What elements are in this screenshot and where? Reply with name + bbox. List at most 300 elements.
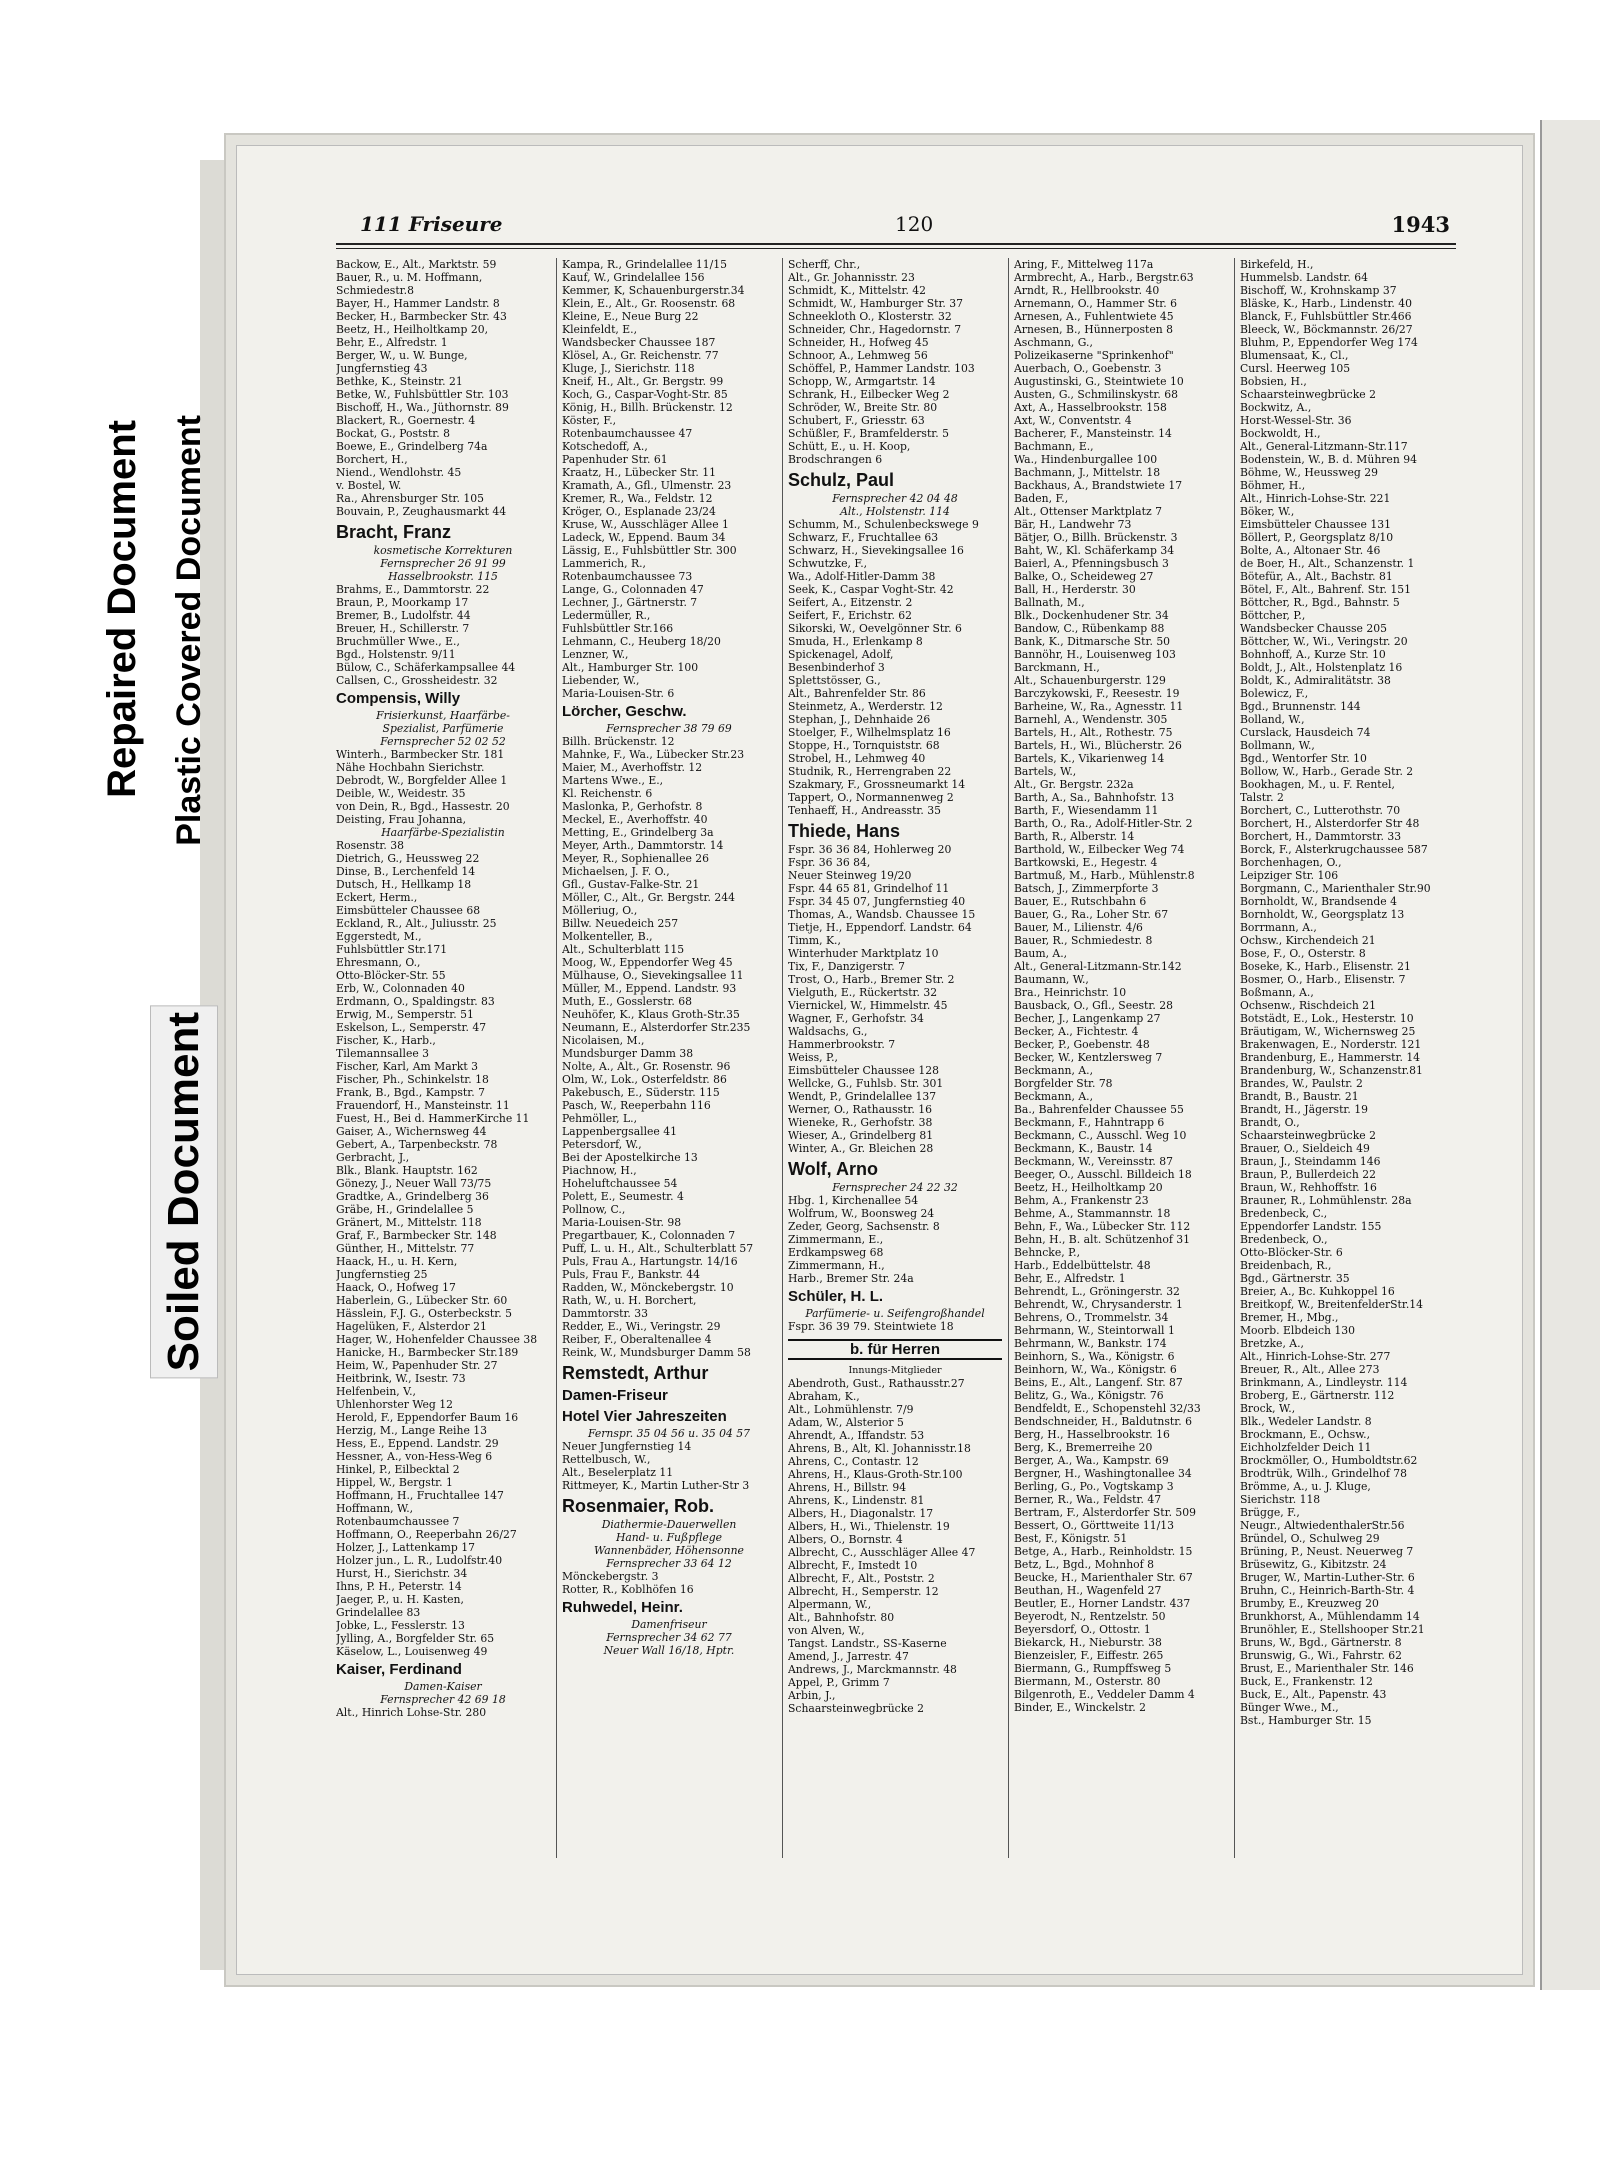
directory-entry: Rotter, R., Koblhöfen 16: [562, 1583, 694, 1596]
directory-entry: Hinkel, P., Eilbecktal 2: [336, 1463, 460, 1476]
directory-entry: Braun, P., Moorkamp 17: [336, 596, 469, 609]
directory-entry: Erdkampsweg 68: [788, 1246, 884, 1259]
directory-entry: Pollnow, C.,: [562, 1203, 626, 1216]
directory-entry: Bötel, F., Alt., Bahrenf. Str. 151: [1240, 583, 1411, 596]
directory-entry: Amend, J., Jarrestr. 47: [788, 1650, 909, 1663]
directory-entry: Bartels, H., Alt., Rothestr. 75: [1014, 726, 1173, 739]
directory-entry: Michaelsen, J. F. O.,: [562, 865, 670, 878]
directory-entry: Gräbe, H., Grindelallee 5: [336, 1203, 474, 1216]
directory-entry: Appel, P., Grimm 7: [788, 1676, 890, 1689]
directory-entry: Arnesen, A., Fuhlentwiete 45: [1014, 310, 1174, 323]
directory-entry: Wendt, P., Grindelallee 137: [788, 1090, 937, 1103]
directory-entry: Bose, F., O., Osterstr. 8: [1240, 947, 1366, 960]
directory-entry: Zeder, Georg, Sachsenstr. 8: [788, 1220, 940, 1233]
directory-entry: Redder, E., Wi., Veringstr. 29: [562, 1320, 721, 1333]
directory-entry: Barnehl, A., Wendenstr. 305: [1014, 713, 1168, 726]
next-page-edge: [1540, 120, 1600, 1990]
directory-entry: Steinmetz, A., Werderstr. 12: [788, 700, 943, 713]
directory-entry: Bookhagen, M., u. F. Rentel,: [1240, 778, 1395, 791]
directory-entry: Brinkmann, A., Lindleystr. 114: [1240, 1376, 1408, 1389]
directory-entry: Nolte, A., Alt., Gr. Rosenstr. 96: [562, 1060, 731, 1073]
business-name: Damen-Friseur: [562, 1387, 668, 1404]
directory-entry: Bruger, W., Martin-Luther-Str. 6: [1240, 1571, 1415, 1584]
directory-entry: Köster, F.,: [562, 414, 617, 427]
directory-entry: Brust, E., Marienthaler Str. 146: [1240, 1662, 1414, 1675]
directory-entry: Brockmann, E., Ochsw.,: [1240, 1428, 1371, 1441]
directory-entry: Neumann, E., Alsterdorfer Str.235: [562, 1021, 751, 1034]
directory-entry: Tietje, H., Eppendorf. Landstr. 64: [788, 921, 972, 934]
directory-entry: Boßmann, A.,: [1240, 986, 1314, 999]
directory-entry: Lenzner, W.,: [562, 648, 629, 661]
directory-entry: Fernsprecher 34 62 77: [606, 1631, 732, 1644]
directory-entry: Berger, A., Wa., Kampstr. 69: [1014, 1454, 1169, 1467]
directory-entry: Hand- u. Fußpflege: [615, 1531, 723, 1544]
directory-entry: Behncke, P.,: [1014, 1246, 1081, 1259]
directory-entry: Boseke, K., Harb., Elisenstr. 21: [1240, 960, 1411, 973]
directory-entry: Stoppe, H., Tornquiststr. 68: [788, 739, 940, 752]
business-name: Wolf, Arno: [788, 1159, 878, 1179]
directory-entry: Eckert, Herm.,: [336, 891, 418, 904]
directory-entry: Broberg, E., Gärtnerstr. 112: [1240, 1389, 1395, 1402]
directory-entry: Schneider, H., Hofweg 45: [788, 336, 929, 349]
directory-entry: Bannöhr, H., Louisenweg 103: [1014, 648, 1176, 661]
directory-entry: Brockmöller, O., Humboldtstr.62: [1240, 1454, 1418, 1467]
directory-entry: Albrecht, H., Semperstr. 12: [788, 1585, 939, 1598]
directory-entry: Haarfärbe-Spezialistin: [381, 826, 505, 839]
directory-entry: Holzer jun., L. R., Ludolfstr.40: [336, 1554, 503, 1567]
directory-entry: Bläske, K., Harb., Lindenstr. 40: [1240, 297, 1413, 310]
directory-entry: Parfümerie- u. Seifengroßhandel: [805, 1307, 985, 1320]
directory-entry: Fernsprecher 24 22 32: [832, 1181, 958, 1194]
directory-entry: Schaarsteinwegbrücke 2: [788, 1702, 924, 1715]
directory-entry: Kneif, H., Alt., Gr. Bergstr. 99: [562, 375, 724, 388]
directory-entry: Studnik, R., Herrengraben 22: [788, 765, 952, 778]
business-name: Bracht, Franz: [336, 522, 452, 542]
directory-entry: Herold, F., Eppendorfer Baum 16: [336, 1411, 519, 1424]
directory-entry: Tappert, O., Normannenweg 2: [788, 791, 954, 804]
directory-entry: Belitz, G., Wa., Königstr. 76: [1014, 1389, 1164, 1402]
directory-entry: Piachnow, H.,: [562, 1164, 637, 1177]
directory-entry: Barth, A., Sa., Bahnhofstr. 13: [1014, 791, 1175, 804]
directory-entry: Scherff, Chr.,: [788, 258, 861, 271]
directory-entry: Betge, A., Harb., Reinholdstr. 15: [1014, 1545, 1193, 1558]
directory-entry: Behrendt, L., Gröningerstr. 32: [1014, 1285, 1180, 1298]
directory-entry: Bollow, W., Harb., Gerade Str. 2: [1240, 765, 1414, 778]
directory-entry: Albers, O., Bornstr. 4: [788, 1533, 903, 1546]
directory-entry: Borrmann, A.,: [1240, 921, 1317, 934]
directory-entry: Moog, W., Eppendorfer Weg 45: [562, 956, 733, 969]
directory-entry: Beeger, O., Ausschl. Billdeich 18: [1014, 1168, 1192, 1181]
directory-entry: Fspr. 36 36 84, Hohlerweg 20: [788, 843, 952, 856]
directory-entry: Axt, A., Hasselbrookstr. 158: [1014, 401, 1167, 414]
directory-entry: Puff, L. u. H., Alt., Schulterblatt 57: [562, 1242, 754, 1255]
directory-entry: Breidenbach, R.,: [1240, 1259, 1332, 1272]
directory-entry: Biekarck, H., Nieburstr. 38: [1014, 1636, 1162, 1649]
directory-entry: Kemmer, K, Schauenburgerstr.34: [562, 284, 745, 297]
directory-entry: Bachmann, J., Mittelstr. 18: [1014, 466, 1161, 479]
directory-entry: Berg, K., Bremerreihe 20: [1014, 1441, 1153, 1454]
directory-entry: Bouvain, P., Zeughausmarkt 44: [336, 505, 507, 518]
directory-entry: Blk., Blank. Hauptstr. 162: [336, 1164, 478, 1177]
directory-entry: Gerbracht, J.,: [336, 1151, 410, 1164]
directory-entry: Martens Wwe., E.,: [562, 774, 664, 787]
directory-entry: Radden, W., Mönckebergstr. 10: [562, 1281, 734, 1294]
page-header: [360, 212, 1450, 242]
directory-entry: Pregartbauer, K., Colonnaden 7: [562, 1229, 736, 1242]
directory-entry: Berner, R., Wa., Feldstr. 47: [1014, 1493, 1162, 1506]
directory-entry: Bartels, K., Vikarienweg 14: [1014, 752, 1165, 765]
directory-entry: Bauer, M., Lilienstr. 4/6: [1014, 921, 1143, 934]
directory-entry: Betz, L., Bgd., Mohnhof 8: [1014, 1558, 1154, 1571]
directory-entry: Muth, E., Gosslerstr. 68: [562, 995, 693, 1008]
directory-entry: Puls, Frau F., Bankstr. 44: [562, 1268, 700, 1281]
directory-entry: Bgd., Gärtnerstr. 35: [1240, 1272, 1350, 1285]
directory-entry: Callsen, C., Grossheidestr. 32: [336, 674, 498, 687]
business-name: Schulz, Paul: [788, 470, 895, 490]
directory-entry: Thomas, A., Wandsb. Chaussee 15: [788, 908, 976, 921]
directory-entry: Kremer, R., Wa., Feldstr. 12: [562, 492, 713, 505]
directory-entry: Alt., Hinrich Lohse-Str. 280: [336, 1706, 487, 1719]
directory-entry: Lechner, J., Gärtnerstr. 7: [562, 596, 698, 609]
directory-entry: Seifert, A., Eitzenstr. 2: [788, 596, 913, 609]
directory-entry: Andrews, J., Marckmannstr. 48: [788, 1663, 957, 1676]
directory-entry: Heim, W., Papenhuder Str. 27: [336, 1359, 498, 1372]
business-name: Ruhwedel, Heinr.: [562, 1599, 683, 1616]
directory-entry: Spezialist, Parfümerie: [382, 722, 504, 735]
directory-entry: Dinse, B., Lerchenfeld 14: [336, 865, 476, 878]
directory-entry: Bank, K., Ditmarsche Str. 50: [1014, 635, 1171, 648]
directory-entry: Wolfrum, W., Boonsweg 24: [788, 1207, 935, 1220]
directory-entry: Winter, A., Gr. Bleichen 28: [788, 1142, 934, 1155]
directory-entry: Ahrens, H., Billstr. 94: [788, 1481, 907, 1494]
directory-entry: Bertram, F., Alsterdorfer Str. 509: [1014, 1506, 1197, 1519]
directory-entry: Moorb. Elbdeich 130: [1240, 1324, 1356, 1337]
directory-entry: Alt., Bahrenfelder Str. 86: [788, 687, 926, 700]
directory-entry: Innungs-Mitglieder: [848, 1365, 942, 1376]
directory-entry: Alt., Schauenburgerstr. 129: [1014, 674, 1166, 687]
directory-entry: Alpermann, W.,: [788, 1598, 872, 1611]
directory-entry: Albrecht, C., Ausschläger Allee 47: [788, 1546, 976, 1559]
directory-entry: Beins, E., Alt., Langenf. Str. 87: [1014, 1376, 1183, 1389]
directory-entry: Beucke, H., Marienthaler Str. 67: [1014, 1571, 1193, 1584]
directory-entry: Schmidt, K., Mittelstr. 42: [788, 284, 927, 297]
business-name: Lörcher, Geschw.: [562, 703, 687, 720]
directory-entry: Kampa, R., Grindelallee 11/15: [562, 258, 727, 271]
directory-entry: Fernsprecher 42 04 48: [832, 492, 958, 505]
directory-entry: Hessner, A., von-Hess-Weg 6: [336, 1450, 493, 1463]
directory-entry: Alt., Bahnhofstr. 80: [788, 1611, 895, 1624]
business-name: Rosenmaier, Rob.: [562, 1496, 715, 1516]
directory-entry: Hoffmann, H., Fruchtallee 147: [336, 1489, 504, 1502]
directory-entry: Haack, O., Hofweg 17: [336, 1281, 456, 1294]
directory-entry: Meyer, R., Sophienallee 26: [562, 852, 710, 865]
business-name: Schüler, H. L.: [788, 1288, 884, 1305]
directory-entry: Brunöhler, E., Stellshooper Str.21: [1240, 1623, 1425, 1636]
directory-entry: Fuhlsbüttler Str.171: [336, 943, 448, 956]
directory-entry: Bredenbeck, C.,: [1240, 1207, 1328, 1220]
directory-entry: Bausback, O., Gfl., Seestr. 28: [1014, 999, 1173, 1012]
directory-entry: Eskelson, L., Semperstr. 47: [336, 1021, 487, 1034]
directory-entry: Bruhn, C., Heinrich-Barth-Str. 4: [1240, 1584, 1415, 1597]
directory-entry: Fspr. 44 65 81, Grindelhof 11: [788, 882, 950, 895]
directory-entry: Böhmer, H.,: [1240, 479, 1306, 492]
directory-entry: Brandt, H., Jägerstr. 19: [1240, 1103, 1368, 1116]
directory-entry: Botstädt, E., Lok., Hesterstr. 10: [1240, 1012, 1414, 1025]
directory-entry: Beutler, E., Horner Landstr. 437: [1014, 1597, 1191, 1610]
directory-entry: Barheine, W., Ra., Agnesstr. 11: [1014, 700, 1184, 713]
directory-entry: Aring, F., Mittelweg 117a: [1014, 258, 1154, 271]
directory-entry: Debrodt, W., Borgfelder Allee 1: [336, 774, 508, 787]
directory-entry: Papenhuder Str. 61: [562, 453, 668, 466]
directory-entry: Blanck, F., Fuhlsbüttler Str.466: [1240, 310, 1412, 323]
directory-entry: Blk., Wedeler Landstr. 8: [1240, 1415, 1372, 1428]
directory-entry: Becker, P., Goebenstr. 48: [1014, 1038, 1150, 1051]
directory-entry: Borchert, H.,: [336, 453, 408, 466]
plastic-covered-document-tag: Plastic Covered Document: [170, 415, 208, 846]
directory-entry: Werner, O., Rathausstr. 16: [788, 1103, 932, 1116]
directory-entry: Braun, W., Rehhoffstr. 16: [1240, 1181, 1377, 1194]
directory-entry: Tilemannsallee 3: [336, 1047, 430, 1060]
directory-entry: Bauer, R., Schmiedestr. 8: [1014, 934, 1153, 947]
directory-entry: Hasselbrookstr. 115: [388, 570, 498, 583]
directory-entry: Fuhlsbüttler Str.166: [562, 622, 674, 635]
directory-entry: von Alven, W.,: [788, 1624, 865, 1637]
directory-entry: Behr, E., Alfredstr. 1: [1014, 1272, 1126, 1285]
directory-entry: Brahms, E., Dammtorstr. 22: [336, 583, 490, 596]
directory-entry: Mülhause, O., Sievekingsallee 11: [562, 969, 744, 982]
directory-entry: Schwarz, H., Sievekingsallee 16: [788, 544, 964, 557]
directory-entry: Hess, E., Eppend. Landstr. 29: [336, 1437, 499, 1450]
directory-entry: Arndt, R., Hellbrookstr. 40: [1014, 284, 1160, 297]
soiled-document-tag: Soiled Document: [150, 1005, 218, 1378]
directory-entry: Bobsien, H.,: [1240, 375, 1307, 388]
directory-entry: Beckmann, K., Baustr. 14: [1014, 1142, 1153, 1155]
directory-entry: Cursl. Heerweg 105: [1240, 362, 1351, 375]
directory-entry: Weiss, P.,: [788, 1051, 838, 1064]
directory-entry: Brandes, W., Paulstr. 2: [1240, 1077, 1363, 1090]
directory-entry: Müller, M., Eppend. Landstr. 93: [562, 982, 737, 995]
directory-entry: Ballnath, M.,: [1014, 596, 1085, 609]
directory-entry: Rotenbaumchaussee 47: [562, 427, 693, 440]
directory-entry: Talstr. 2: [1240, 791, 1284, 804]
directory-entry: kosmetische Korrekturen: [373, 544, 513, 557]
directory-entry: Bollmann, W.,: [1240, 739, 1315, 752]
directory-entry: Bauer, E., Rutschbahn 6: [1014, 895, 1147, 908]
directory-entry: Behrendt, W., Chrysanderstr. 1: [1014, 1298, 1183, 1311]
directory-entry: Wa., Adolf-Hitler-Damm 38: [788, 570, 936, 583]
directory-entry: Brandenburg, W., Schanzenstr.81: [1240, 1064, 1423, 1077]
directory-entry: Bessert, O., Görttweite 11/13: [1014, 1519, 1174, 1532]
directory-entry: Lappenbergsallee 41: [562, 1125, 677, 1138]
directory-entry: Jylling, A., Borgfelder Str. 65: [336, 1632, 495, 1645]
directory-entry: Bandow, C., Rübenkamp 88: [1014, 622, 1165, 635]
directory-entry: Backow, E., Alt., Marktstr. 59: [336, 258, 497, 271]
directory-entry: Waldsachs, G.,: [788, 1025, 868, 1038]
directory-entry: Metting, E., Grindelberg 3a: [562, 826, 714, 839]
directory-entry: Hammerbrookstr. 7: [788, 1038, 896, 1051]
directory-entry: Horst-Wessel-Str. 36: [1240, 414, 1352, 427]
directory-entry: Bartkowski, E., Hegestr. 4: [1014, 856, 1158, 869]
directory-entry: Mundsburger Damm 38: [562, 1047, 694, 1060]
directory-entry: Kramath, A., Gfl., Ulmenstr. 23: [562, 479, 732, 492]
directory-entry: Wieneke, R., Gerhofstr. 38: [788, 1116, 933, 1129]
directory-entry: Bischoff, W., Krohnskamp 37: [1240, 284, 1397, 297]
directory-entry: Gfl., Gustav-Falke-Str. 21: [562, 878, 700, 891]
directory-entry: Fspr. 36 39 79. Steintwiete 18: [788, 1320, 954, 1333]
directory-entry: Winterh., Barmbecker Str. 181: [336, 748, 505, 761]
directory-entry: Schneekloth O., Klosterstr. 32: [788, 310, 952, 323]
directory-entry: Brock, W.,: [1240, 1402, 1296, 1415]
directory-entry: Eppendorfer Landstr. 155: [1240, 1220, 1382, 1233]
directory-entry: Schubert, F., Griesstr. 63: [788, 414, 925, 427]
directory-entry: Buck, E., Frankenstr. 12: [1240, 1675, 1373, 1688]
directory-entry: Behme, A., Stammannstr. 18: [1014, 1207, 1171, 1220]
directory-entry: Wagner, F., Gerhofstr. 34: [788, 1012, 924, 1025]
directory-entry: Böttcher, W., Wi., Veringstr. 20: [1240, 635, 1408, 648]
directory-entry: Harb., Eddelbüttelstr. 48: [1014, 1259, 1151, 1272]
directory-entry: Fernsprecher 33 64 12: [606, 1557, 732, 1570]
directory-entry: Alt., Ottenser Marktplatz 7: [1014, 505, 1162, 518]
directory-entry: Bayer, H., Hammer Landstr. 8: [336, 297, 500, 310]
directory-entry: Ehresmann, O.,: [336, 956, 421, 969]
directory-entry: Lange, G., Colonnaden 47: [562, 583, 704, 596]
directory-entry: Ochsw., Kirchendeich 21: [1240, 934, 1376, 947]
directory-entry: Breitkopf, W., BreitenfelderStr.14: [1240, 1298, 1424, 1311]
directory-entry: Fischer, K., Harb.,: [336, 1034, 436, 1047]
directory-entry: Maslonka, P., Gerhofstr. 8: [562, 800, 703, 813]
directory-entry: Ahrens, B., Alt, Kl. Johannisstr.18: [788, 1442, 971, 1455]
directory-entry: Brunswig, G., Wi., Fahrstr. 62: [1240, 1649, 1402, 1662]
directory-entry: Kotschedoff, A.,: [562, 440, 648, 453]
directory-entry: Adam, W., Alsterior 5: [788, 1416, 904, 1429]
year: 1943: [1391, 212, 1450, 237]
directory-entry: Ra., Ahrensburger Str. 105: [336, 492, 485, 505]
directory-entry: Klösel, A., Gr. Reichenstr. 77: [562, 349, 719, 362]
directory-entry: Brunkhorst, A., Mühlendamm 14: [1240, 1610, 1420, 1623]
directory-entry: Bötefür, A., Alt., Bachstr. 81: [1240, 570, 1393, 583]
directory-entry: Berger, W., u. W. Bunge,: [336, 349, 468, 362]
directory-entry: Bienzeisler, F., Eiffestr. 265: [1014, 1649, 1164, 1662]
directory-entry: Bredenbeck, O.,: [1240, 1233, 1328, 1246]
directory-entry: Hippel, W., Bergstr. 1: [336, 1476, 453, 1489]
directory-entry: Schüßler, F., Bramfelderstr. 5: [788, 427, 950, 440]
directory-entry: Kröger, O., Esplanade 23/24: [562, 505, 716, 518]
directory-entry: Seek, K., Caspar Voght-Str. 42: [788, 583, 954, 596]
directory-entry: Brauer, O., Sieldeich 49: [1240, 1142, 1370, 1155]
directory-entry: Sierichstr. 118: [1240, 1493, 1321, 1506]
directory-entry: von Dein, R., Bgd., Hassestr. 20: [336, 800, 510, 813]
directory-entry: Szakmary, F., Grossneumarkt 14: [788, 778, 966, 791]
directory-entry: Becker, W., Kentzlersweg 7: [1014, 1051, 1163, 1064]
directory-entry: Albers, H., Diagonalstr. 17: [788, 1507, 934, 1520]
directory-entry: Heitbrink, W., Isestr. 73: [336, 1372, 466, 1385]
directory-entry: Eichholzfelder Deich 11: [1240, 1441, 1372, 1454]
directory-entry: Dietrich, G., Heussweg 22: [336, 852, 480, 865]
directory-entry: Betke, W., Fuhlsbüttler Str. 103: [336, 388, 509, 401]
directory-entry: Fernsprecher 52 02 52: [380, 735, 506, 748]
directory-entry: Herzig, M., Lange Reihe 13: [336, 1424, 488, 1437]
directory-entry: Beyerodt, N., Rentzelstr. 50: [1014, 1610, 1166, 1623]
directory-entry: Eimsbütteler Chaussee 68: [336, 904, 481, 917]
directory-entry: Möller, C., Alt., Gr. Bergstr. 244: [562, 891, 735, 904]
directory-entry: Brandt, O.,: [1240, 1116, 1300, 1129]
directory-entry: Behrens, O., Trommelstr. 34: [1014, 1311, 1169, 1324]
directory-entry: Bockwoldt, H.,: [1240, 427, 1321, 440]
directory-entry: Damen-Kaiser: [404, 1680, 482, 1693]
directory-entry: Eimsbütteler Chaussee 131: [1240, 518, 1391, 531]
directory-entry: Bolewicz, F.,: [1240, 687, 1309, 700]
directory-entry: Alt., Holstenstr. 114: [840, 505, 950, 518]
directory-entry: Fernsprecher 26 91 99: [380, 557, 506, 570]
directory-entry: Ba., Bahrenfelder Chaussee 55: [1014, 1103, 1184, 1116]
directory-entry: Nicolaisen, M.,: [562, 1034, 645, 1047]
directory-entry: Baht, W., Kl. Schäferkamp 34: [1014, 544, 1175, 557]
header-rule: [336, 243, 1456, 249]
directory-entry: Erwig, M., Semperstr. 51: [336, 1008, 474, 1021]
directory-entry: Beinhorn, W., Wa., Königstr. 6: [1014, 1363, 1177, 1376]
directory-entry: Erdmann, O., Spaldingstr. 83: [336, 995, 495, 1008]
directory-entry: Mönckebergstr. 3: [562, 1570, 659, 1583]
directory-entry: Wellcke, G., Fuhlsb. Str. 301: [788, 1077, 944, 1090]
directory-entry: Hoffmann, O., Reeperbahn 26/27: [336, 1528, 517, 1541]
directory-entry: Neuhöfer, K., Klaus Groth-Str.35: [562, 1008, 740, 1021]
directory-entry: Bendschneider, H., Baldutnstr. 6: [1014, 1415, 1192, 1428]
directory-entry: Fernsprecher 42 69 18: [380, 1693, 506, 1706]
directory-entry: Beyersdorf, O., Ottostr. 1: [1014, 1623, 1151, 1636]
page-number: 120: [895, 212, 934, 236]
directory-entry: Biermann, M., Osterstr. 80: [1014, 1675, 1161, 1688]
directory-entry: Arnesen, B., Hünnerposten 8: [1014, 323, 1174, 336]
directory-entry: Beetz, H., Heilholtkamp 20: [1014, 1181, 1163, 1194]
directory-entry: Biermann, G., Rumpffsweg 5: [1014, 1662, 1172, 1675]
directory-entry: Bischoff, H., Wa., Jüthornstr. 89: [336, 401, 509, 414]
directory-entry: Fischer, Ph., Schinkelstr. 18: [336, 1073, 489, 1086]
directory-entry: Schneider, Chr., Hagedornstr. 7: [788, 323, 962, 336]
directory-entry: Batsch, J., Zimmerpforte 3: [1014, 882, 1159, 895]
directory-entry: Schaarsteinwegbrücke 2: [1240, 1129, 1376, 1142]
directory-entry: Braun, P., Bullerdeich 22: [1240, 1168, 1376, 1181]
directory-entry: Borgfelder Str. 78: [1014, 1077, 1113, 1090]
directory-entry: Neuer Wall 16/18, Hptr.: [603, 1644, 735, 1657]
directory-entry: Kruse, W., Ausschläger Allee 1: [562, 518, 729, 531]
directory-entry: Lässig, E., Fuhlsbüttler Str. 300: [562, 544, 737, 557]
directory-entry: Bockwitz, A.,: [1240, 401, 1312, 414]
directory-entry: Böttcher, P.,: [1240, 609, 1306, 622]
directory-entry: Ochsenw., Rischdeich 21: [1240, 999, 1377, 1012]
directory-entry: Backhaus, A., Brandstwiete 17: [1014, 479, 1183, 492]
directory-entry: Bleeck, W., Böckmannstr. 26/27: [1240, 323, 1413, 336]
directory-entry: Wa., Hindenburgallee 100: [1014, 453, 1158, 466]
directory-entry: Eggerstedt, M.,: [336, 930, 422, 943]
directory-entry: Albrecht, F., Imstedt 10: [788, 1559, 918, 1572]
directory-entry: Gradtke, A., Grindelberg 36: [336, 1190, 489, 1203]
directory-entry: Rath, W., u. H. Borchert,: [562, 1294, 697, 1307]
directory-entry: Borgmann, C., Marienthaler Str.90: [1240, 882, 1431, 895]
directory-entry: Berling, G., Po., Vogtskamp 3: [1014, 1480, 1174, 1493]
directory-entry: Besenbinderhof 3: [788, 661, 885, 674]
directory-entry: Kleine, E., Neue Burg 22: [562, 310, 699, 323]
directory-entry: Fernspr. 35 04 56 u. 35 04 57: [587, 1427, 751, 1440]
directory-entry: Smuda, H., Erlenkamp 8: [788, 635, 923, 648]
directory-entry: Boldt, K., Admiralitätstr. 38: [1240, 674, 1391, 687]
directory-entry: Maria-Louisen-Str. 98: [562, 1216, 682, 1229]
directory-entry: Liebender, W.,: [562, 674, 640, 687]
directory-entry: Breuer, R., Alt., Allee 273: [1240, 1363, 1380, 1376]
directory-entry: Ladeck, W., Eppend. Baum 34: [562, 531, 726, 544]
directory-entry: Kl. Reichenstr. 6: [562, 787, 653, 800]
directory-entry: Timm, K.,: [788, 934, 841, 947]
directory-entry: Helfenbein, V.,: [336, 1385, 416, 1398]
